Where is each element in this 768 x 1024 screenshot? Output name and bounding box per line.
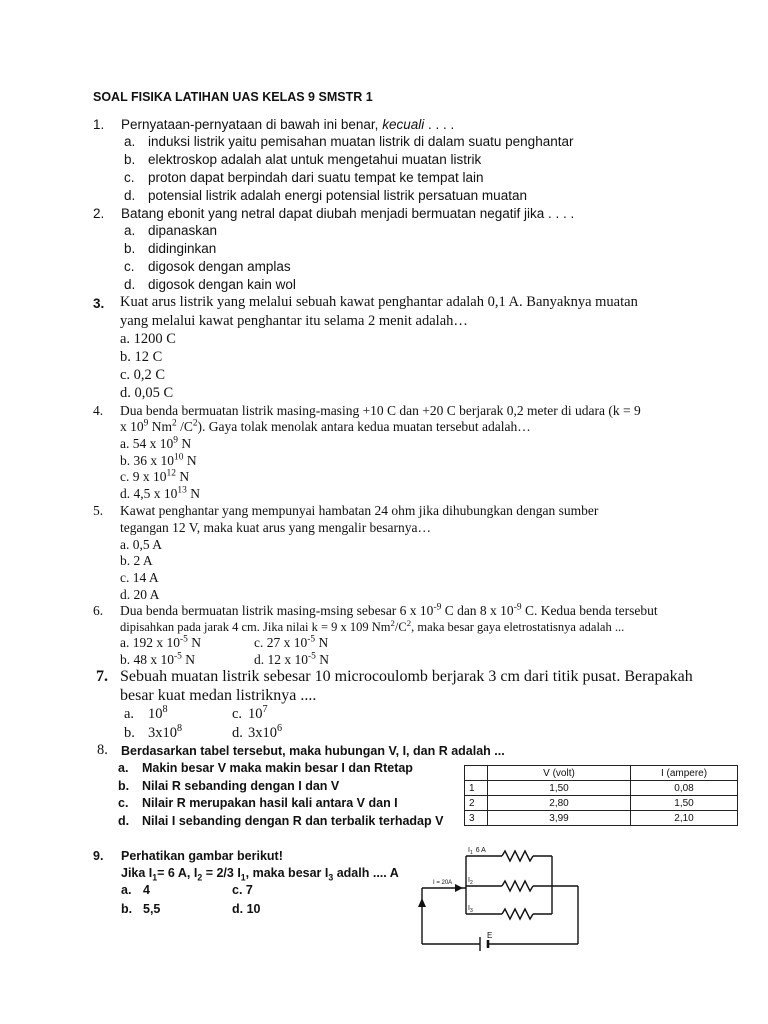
question-number: 7. bbox=[96, 668, 108, 685]
option-text: b. 36 x $10^{10}$ N bbox=[120, 452, 197, 468]
question-number: 8. bbox=[97, 742, 108, 758]
option-text: d. 4,5 x $10^{13}$ N bbox=[120, 485, 200, 501]
option-text: digosok dengan kain wol bbox=[148, 277, 296, 292]
option-label: c. bbox=[232, 706, 243, 722]
option-text: induksi listrik yaitu pemisahan muatan listrik di dalam suatu penghantar bbox=[148, 134, 574, 149]
current-arrow-icon bbox=[418, 898, 426, 907]
table-row bbox=[465, 781, 738, 796]
question-5-line-1: Kawat penghantar yang mempunyai hambatan 24 ohm jika dihubungkan dengan sumber bbox=[120, 503, 599, 518]
option-text: a. 54 x $10^9$ N bbox=[120, 435, 192, 451]
option-text: Nilai I sebanding dengan R dan terbalik terhadap V bbox=[142, 814, 444, 828]
table-cell: 2 bbox=[465, 796, 488, 811]
option-text: a. 0,5 A bbox=[120, 537, 162, 552]
question-4-line-1: Dua benda bermuatan listrik masing-masing +10 C dan +20 C berjarak 0,2 meter di udara (k = 9 bbox=[120, 403, 641, 418]
option-label: d. bbox=[124, 277, 136, 292]
option-text: c. 7 bbox=[232, 883, 253, 897]
label-i2: $I_2$ bbox=[468, 877, 473, 886]
option-label: a. bbox=[121, 883, 132, 897]
question-5-line-2: tegangan 12 V, maka kuat arus yang mengalir besarnya… bbox=[120, 520, 432, 535]
option-text: c. 9 x $10^{12}$ N bbox=[120, 468, 190, 484]
option-label: a. bbox=[124, 706, 135, 722]
option-text: Makin besar V maka makin besar I dan Rtetap bbox=[142, 761, 413, 775]
option-label: a. bbox=[118, 761, 129, 775]
option-text: $10^7$ bbox=[248, 704, 268, 722]
stem-text: Pernyataan-pernyataan di bawah ini benar, bbox=[121, 117, 383, 132]
question-number: 4. bbox=[93, 403, 104, 418]
table-cell: 3,99 bbox=[488, 811, 631, 826]
question-6-line-2: dipisahkan pada jarak 4 cm. Jika nilai k = 9 x 109 $Nm^2/C^2$, maka besar gaya eletrostatisnya adalah ... bbox=[120, 617, 625, 634]
current-arrow-icon bbox=[455, 884, 463, 892]
option-label: c. bbox=[124, 170, 135, 185]
question-number: 6. bbox=[93, 603, 104, 618]
option-text: $3x10^8$ bbox=[148, 723, 183, 741]
option-text: digosok dengan amplas bbox=[148, 259, 291, 274]
question-number: 9. bbox=[93, 849, 104, 863]
option-text: didinginkan bbox=[148, 241, 217, 256]
question-7-line-2: besar kuat medan listriknya .... bbox=[120, 687, 317, 704]
table-cell: 3 bbox=[465, 811, 488, 826]
table-cell: 1,50 bbox=[488, 781, 631, 796]
option-text: proton dapat berpindah dari suatu tempat ke tempat lain bbox=[148, 170, 484, 185]
resistor-2 bbox=[502, 881, 533, 891]
label-e: E bbox=[487, 931, 493, 940]
table-header-row bbox=[465, 766, 738, 781]
table-row bbox=[465, 811, 738, 826]
option-text: d. 20 A bbox=[120, 587, 160, 602]
option-text: $3x10^6$ bbox=[248, 723, 283, 741]
text: /C bbox=[176, 419, 193, 434]
circuit-diagram bbox=[410, 842, 586, 954]
label-i1: $I_1$ 6 A bbox=[468, 847, 486, 856]
question-number: 2. bbox=[93, 206, 105, 221]
exponent: 9 bbox=[143, 418, 149, 429]
data-table bbox=[464, 765, 738, 826]
option-label: d. bbox=[232, 725, 243, 741]
resistor-1 bbox=[502, 851, 533, 861]
table-header: I (ampere) bbox=[631, 766, 738, 781]
option-text: $10^8$ bbox=[148, 704, 168, 722]
question-1 bbox=[93, 117, 104, 132]
option-text: c. 14 A bbox=[120, 570, 159, 585]
table-cell: 1,50 bbox=[631, 796, 738, 811]
question-8-stem: Berdasarkan tabel tersebut, maka hubungan V, I, dan R adalah ... bbox=[121, 744, 505, 758]
option-text: Nilai R sebanding dengan I dan V bbox=[142, 779, 340, 793]
option-text: 4 bbox=[143, 883, 150, 897]
option-label: b. bbox=[121, 902, 133, 916]
option-text: c. 27 x $10^{-5}$ N bbox=[254, 634, 329, 650]
option-label: a. bbox=[124, 223, 136, 238]
question-number: 5. bbox=[93, 503, 104, 518]
stem-tail: . . . . bbox=[424, 117, 455, 132]
option-text: Nilair R merupakan hasil kali antara V dan I bbox=[142, 796, 398, 810]
option-text: a. 1200 C bbox=[120, 331, 176, 347]
option-label: c. bbox=[124, 259, 135, 274]
question-7-line-1: Sebuah muatan listrik sebesar 10 microcoulomb berjarak 3 cm dari titik pusat. Berapakah bbox=[120, 668, 693, 685]
table-header bbox=[465, 766, 488, 781]
question-1-stem bbox=[121, 117, 454, 132]
table-header: V (volt) bbox=[488, 766, 631, 781]
text: ). Gaya tolak menolak antara kedua muatan tersebut adalah… bbox=[197, 419, 531, 434]
text: x 10 bbox=[120, 419, 144, 434]
question-number: 3. bbox=[93, 296, 105, 311]
option-text: dipanaskan bbox=[148, 223, 218, 238]
question-3-line-1: Kuat arus listrik yang melalui sebuah kawat penghantar adalah 0,1 A. Banyaknya muatan bbox=[120, 294, 638, 310]
option-label: a. bbox=[124, 134, 136, 149]
option-text: d. 10 bbox=[232, 902, 261, 916]
option-text: potensial listrik adalah energi potensial listrik persatuan muatan bbox=[148, 188, 527, 203]
exponent: 2 bbox=[192, 418, 198, 429]
question-9-line-2: Jika $I_1= 6$ A, $I_2 = 2/3$ $I_1$, maka besar $I_3$ adalh .... A bbox=[121, 866, 399, 883]
question-3-line-2: yang melalui kawat penghantar itu selama 2 menit adalah… bbox=[120, 313, 468, 329]
option-text: elektroskop adalah alat untuk mengetahui muatan listrik bbox=[148, 152, 482, 167]
question-2-stem: Batang ebonit yang netral dapat diubah menjadi bermuatan negatif jika . . . . bbox=[121, 206, 575, 221]
option-text: c. 0,2 C bbox=[120, 367, 166, 383]
option-text: 5,5 bbox=[143, 902, 161, 916]
label-i-total: I = 20A bbox=[433, 880, 453, 886]
option-text: b. 12 C bbox=[120, 349, 163, 365]
option-label: b. bbox=[124, 152, 136, 167]
text: Nm bbox=[148, 419, 172, 434]
option-label: b. bbox=[124, 725, 135, 741]
question-9-line-1: Perhatikan gambar berikut! bbox=[121, 849, 283, 863]
stem-emphasis: kecuali bbox=[382, 117, 425, 132]
label-i3: $I_3$ bbox=[468, 905, 473, 914]
option-label: d. bbox=[118, 814, 130, 828]
option-text: d. 12 x $10^{-5}$ N bbox=[254, 651, 329, 667]
question-number: 1. bbox=[93, 117, 105, 132]
option-label: b. bbox=[118, 779, 130, 793]
question-6-line-1: Dua benda bermuatan listrik masing-msing sebesar 6 x $10^{-9}$ C dan 8 x $10^{-9}$ C. Kedua benda tersebut bbox=[120, 602, 658, 618]
option-text: a. 192 x $10^{-5}$ N bbox=[120, 634, 201, 650]
question-4-line-2 bbox=[120, 419, 531, 435]
table-cell: 0,08 bbox=[631, 781, 738, 796]
option-label: b. bbox=[124, 241, 136, 256]
option-text: b. 2 A bbox=[120, 553, 153, 568]
table-cell: 2,10 bbox=[631, 811, 738, 826]
table-row bbox=[465, 796, 738, 811]
table-cell: 2,80 bbox=[488, 796, 631, 811]
table-cell: 1 bbox=[465, 781, 488, 796]
option-text: d. 0,05 C bbox=[120, 385, 174, 401]
option-label: d. bbox=[124, 188, 136, 203]
option-text: b. 48 x $10^{-5}$ N bbox=[120, 651, 195, 667]
option-label: c. bbox=[118, 796, 129, 810]
exponent: 2 bbox=[171, 418, 177, 429]
resistor-3 bbox=[502, 909, 533, 919]
page-title: SOAL FISIKA LATIHAN UAS KELAS 9 SMSTR 1 bbox=[93, 90, 373, 104]
